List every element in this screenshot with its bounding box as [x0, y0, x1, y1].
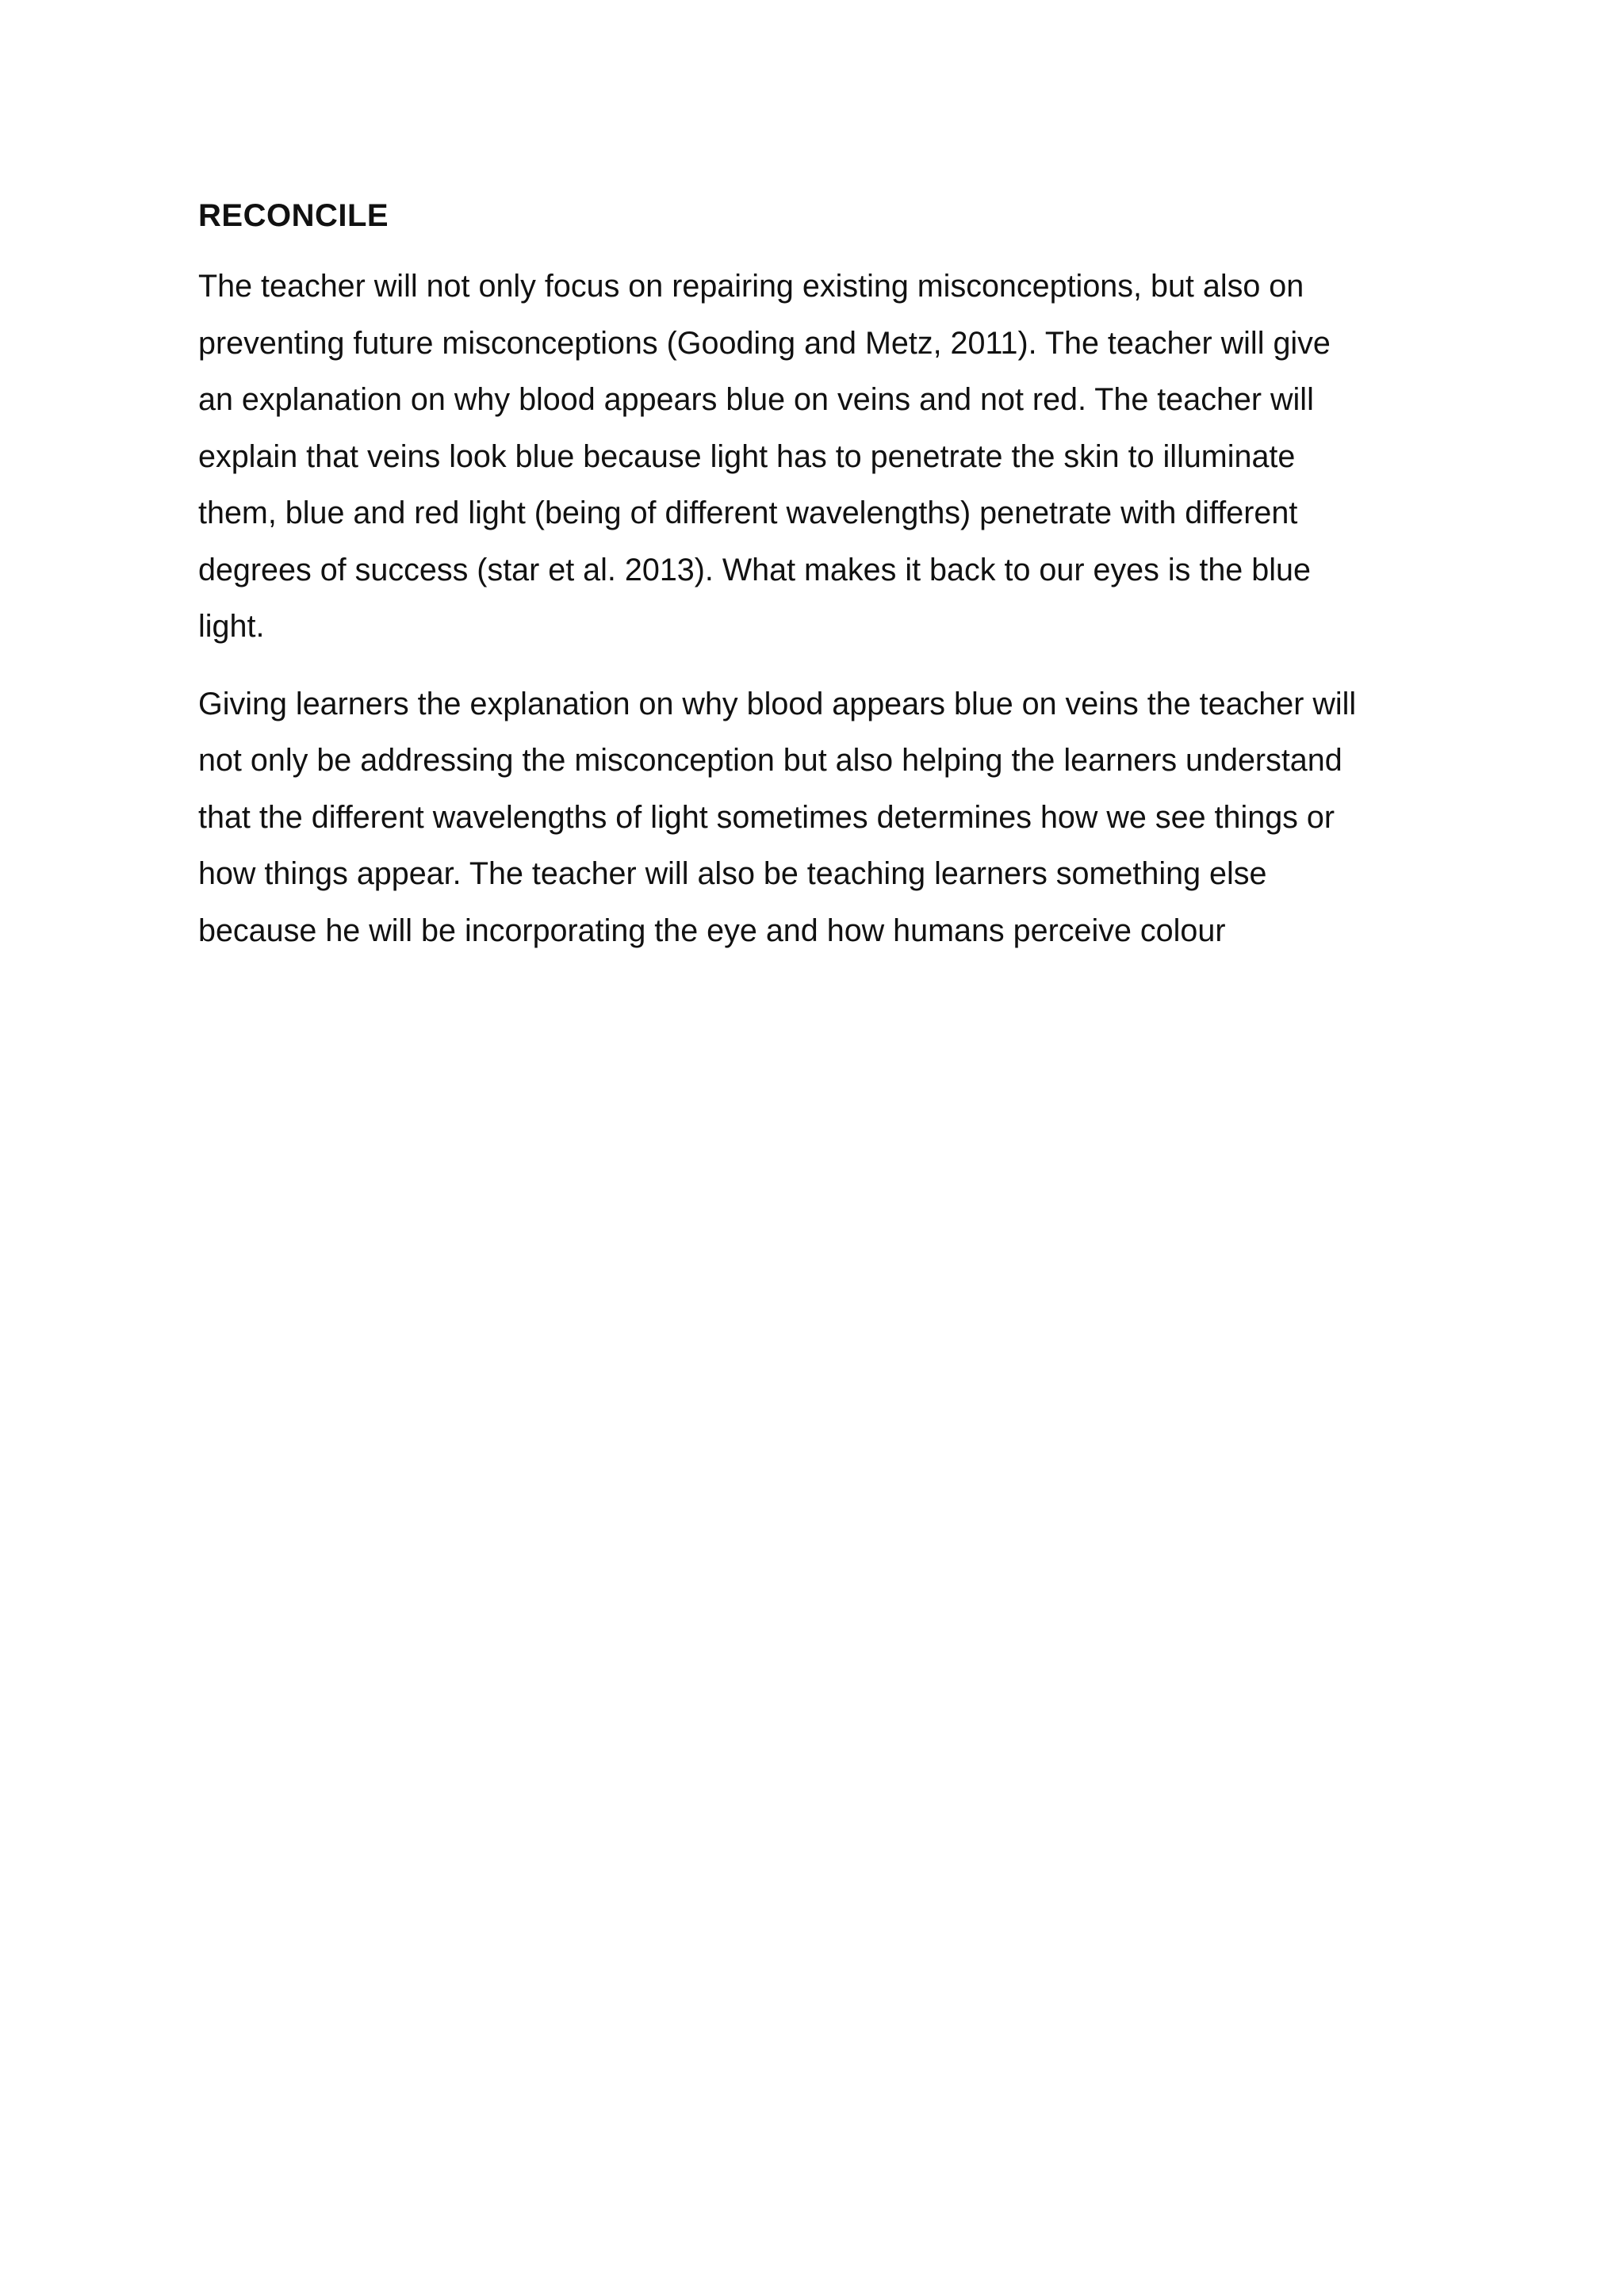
paragraph-line: light. — [198, 609, 265, 644]
paragraph-line: The teacher will not only focus on repairing existing misconceptions, but also on — [198, 269, 1304, 304]
paragraph-line: how things appear. The teacher will also be teaching learners something else — [198, 856, 1267, 891]
paragraph-line: preventing future misconceptions (Gooding and Metz, 2011). The teacher will give — [198, 325, 1331, 361]
paragraph-line: degrees of success (star et al. 2013). What makes it back to our eyes is the blue — [198, 552, 1311, 587]
paragraph-line: that the different wavelengths of light sometimes determines how we see things or — [198, 799, 1335, 835]
paragraph-line: explain that veins look blue because light has to penetrate the skin to illuminate — [198, 438, 1296, 474]
paragraph-line: them, blue and red light (being of different wavelengths) penetrate with different — [198, 496, 1298, 530]
paragraph-line: Giving learners the explanation on why blood appears blue on veins the teacher will — [198, 686, 1357, 721]
section-heading: RECONCILE — [198, 198, 389, 233]
paragraph-2 — [198, 676, 1427, 960]
paragraph-line: an explanation on why blood appears blue on veins and not red. The teacher will — [198, 382, 1314, 417]
paragraph-1 — [198, 258, 1427, 656]
document-body — [198, 193, 1427, 980]
paragraph-line: because he will be incorporating the eye and how humans perceive colour — [198, 913, 1226, 948]
paragraph-line: not only be addressing the misconception but also helping the learners understand — [198, 743, 1342, 778]
